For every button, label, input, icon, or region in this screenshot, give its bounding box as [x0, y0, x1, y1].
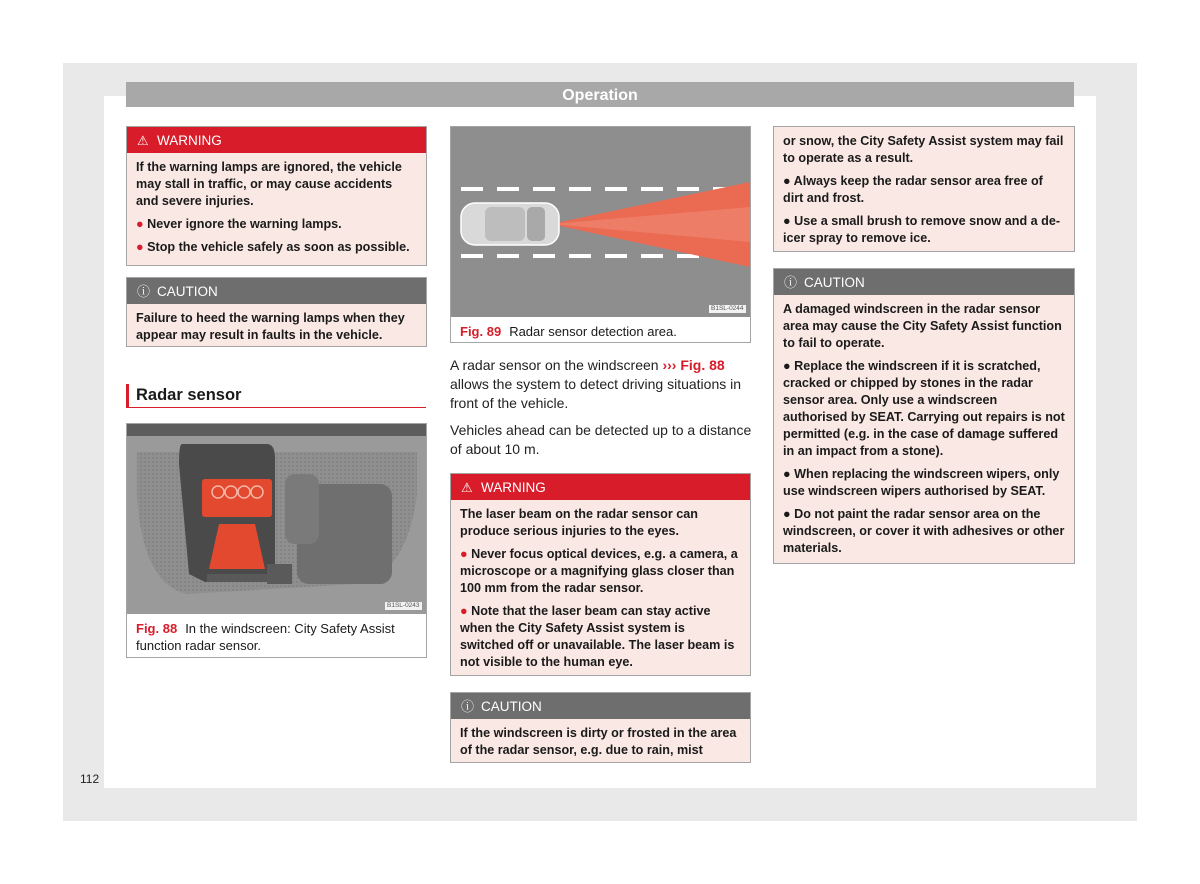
caution-label: CAUTION — [804, 275, 865, 290]
warning-box-lamps — [126, 126, 427, 266]
info-circle-icon: ⓘ — [784, 275, 798, 290]
warning-triangle-icon: ⚠ — [137, 133, 149, 148]
warning-text: The laser beam on the radar sensor can produce serious injuries to the eyes. — [460, 507, 698, 538]
warning-header — [127, 127, 426, 153]
caution-box-windscreen-dirty — [450, 692, 751, 763]
page-number: 112 — [80, 772, 100, 786]
warning-bullet: ● Stop the vehicle safely as soon as possible. — [136, 240, 410, 254]
figure-caption-text: In the windscreen: City Safety Assist function radar sensor. — [136, 621, 395, 653]
body-paragraph-1: A radar sensor on the windscreen ››› Fig. 88 allows the system to detect driving situations in front of the vehicle. — [450, 357, 742, 411]
figure-caption-text: Radar sensor detection area. — [509, 324, 677, 339]
info-circle-icon: ⓘ — [461, 699, 475, 714]
caution-text: Failure to heed the warning lamps when they appear may result in faults in the vehicle. — [136, 311, 405, 342]
figure-number: Fig. 88 — [136, 621, 178, 636]
figure-caption — [460, 323, 745, 340]
caution-bullet: ● Use a small brush to remove snow and a de-icer spray to remove ice. — [783, 214, 1061, 245]
info-circle-icon: ⓘ — [137, 284, 151, 299]
figure-reference-link[interactable]: ››› Fig. 88 — [662, 357, 725, 373]
figure-code: B1SL-0244 — [711, 305, 744, 312]
caution-box-lamps — [126, 277, 427, 347]
warning-text: If the warning lamps are ignored, the vehicle may stall in traffic, or may cause accidents and severe injuries. — [136, 160, 402, 208]
caution-bullet: ● Always keep the radar sensor area free of dirt and frost. — [783, 174, 1043, 205]
bullet-icon: ● — [783, 174, 794, 188]
warning-bullet: ● Never ignore the warning lamps. — [136, 217, 342, 231]
bullet-icon: ● — [783, 507, 795, 521]
bullet-icon: ● — [460, 604, 472, 618]
caution-label: CAUTION — [157, 284, 218, 299]
figure-89 — [450, 126, 751, 343]
body-paragraph-2: Vehicles ahead can be detected up to a distance of about 10 m. — [450, 422, 752, 457]
caution-box-continued — [773, 126, 1075, 252]
caution-header — [127, 278, 426, 304]
section-header: Operation — [126, 82, 1074, 107]
bullet-icon: ● — [783, 214, 795, 228]
section-title-radar-sensor: Radar sensor — [126, 384, 426, 408]
caution-label: CAUTION — [481, 699, 542, 714]
warning-header — [451, 474, 750, 500]
caution-header — [774, 269, 1074, 295]
bullet-icon: ● — [783, 467, 795, 481]
figure-number: Fig. 89 — [460, 324, 502, 339]
warning-label: WARNING — [157, 133, 222, 148]
caution-continued-text: or snow, the City Safety Assist system may fail to operate as a result. — [783, 134, 1064, 165]
warning-box-laser — [450, 473, 751, 676]
caution-header — [451, 693, 750, 719]
radar-sensor-illustration — [127, 424, 426, 614]
caution-bullet: ● Replace the windscreen if it is scratched, cracked or chipped by stones in the radar sensor area. Only use a windscreen authorised by SEAT. Carrying out repairs is not permitted (e.g. in the case of damage suffered in an impact from a stone). — [783, 359, 1065, 458]
figure-88 — [126, 423, 427, 658]
warning-triangle-icon: ⚠ — [461, 480, 473, 495]
figure-code: B1SL-0243 — [387, 602, 420, 609]
detection-area-illustration — [451, 127, 750, 317]
warning-bullet: ● Never focus optical devices, e.g. a camera, a microscope or a magnifying glass closer than 100 mm from the radar sensor. — [460, 547, 738, 595]
caution-bullet: ● Do not paint the radar sensor area on the windscreen, or cover it with adhesives or other materials. — [783, 507, 1065, 555]
warning-bullet: ● Note that the laser beam can stay active when the City Safety Assist system is switched off or unavailable. The laser beam is not visible to the human eye. — [460, 604, 735, 669]
bullet-icon: ● — [460, 547, 472, 561]
bullet-icon: ● — [136, 240, 148, 254]
caution-text: A damaged windscreen in the radar sensor area may cause the City Safety Assist function to fail to operate. — [783, 302, 1062, 350]
figure-caption — [136, 620, 421, 654]
caution-bullet: ● When replacing the windscreen wipers, only use windscreen wipers authorised by SEAT. — [783, 467, 1060, 498]
bullet-icon: ● — [783, 359, 795, 373]
caution-box-damaged-windscreen — [773, 268, 1075, 564]
warning-label: WARNING — [481, 480, 546, 495]
bullet-icon: ● — [136, 217, 148, 231]
caution-text: If the windscreen is dirty or frosted in the area of the radar sensor, e.g. due to rain, mist — [460, 726, 737, 757]
